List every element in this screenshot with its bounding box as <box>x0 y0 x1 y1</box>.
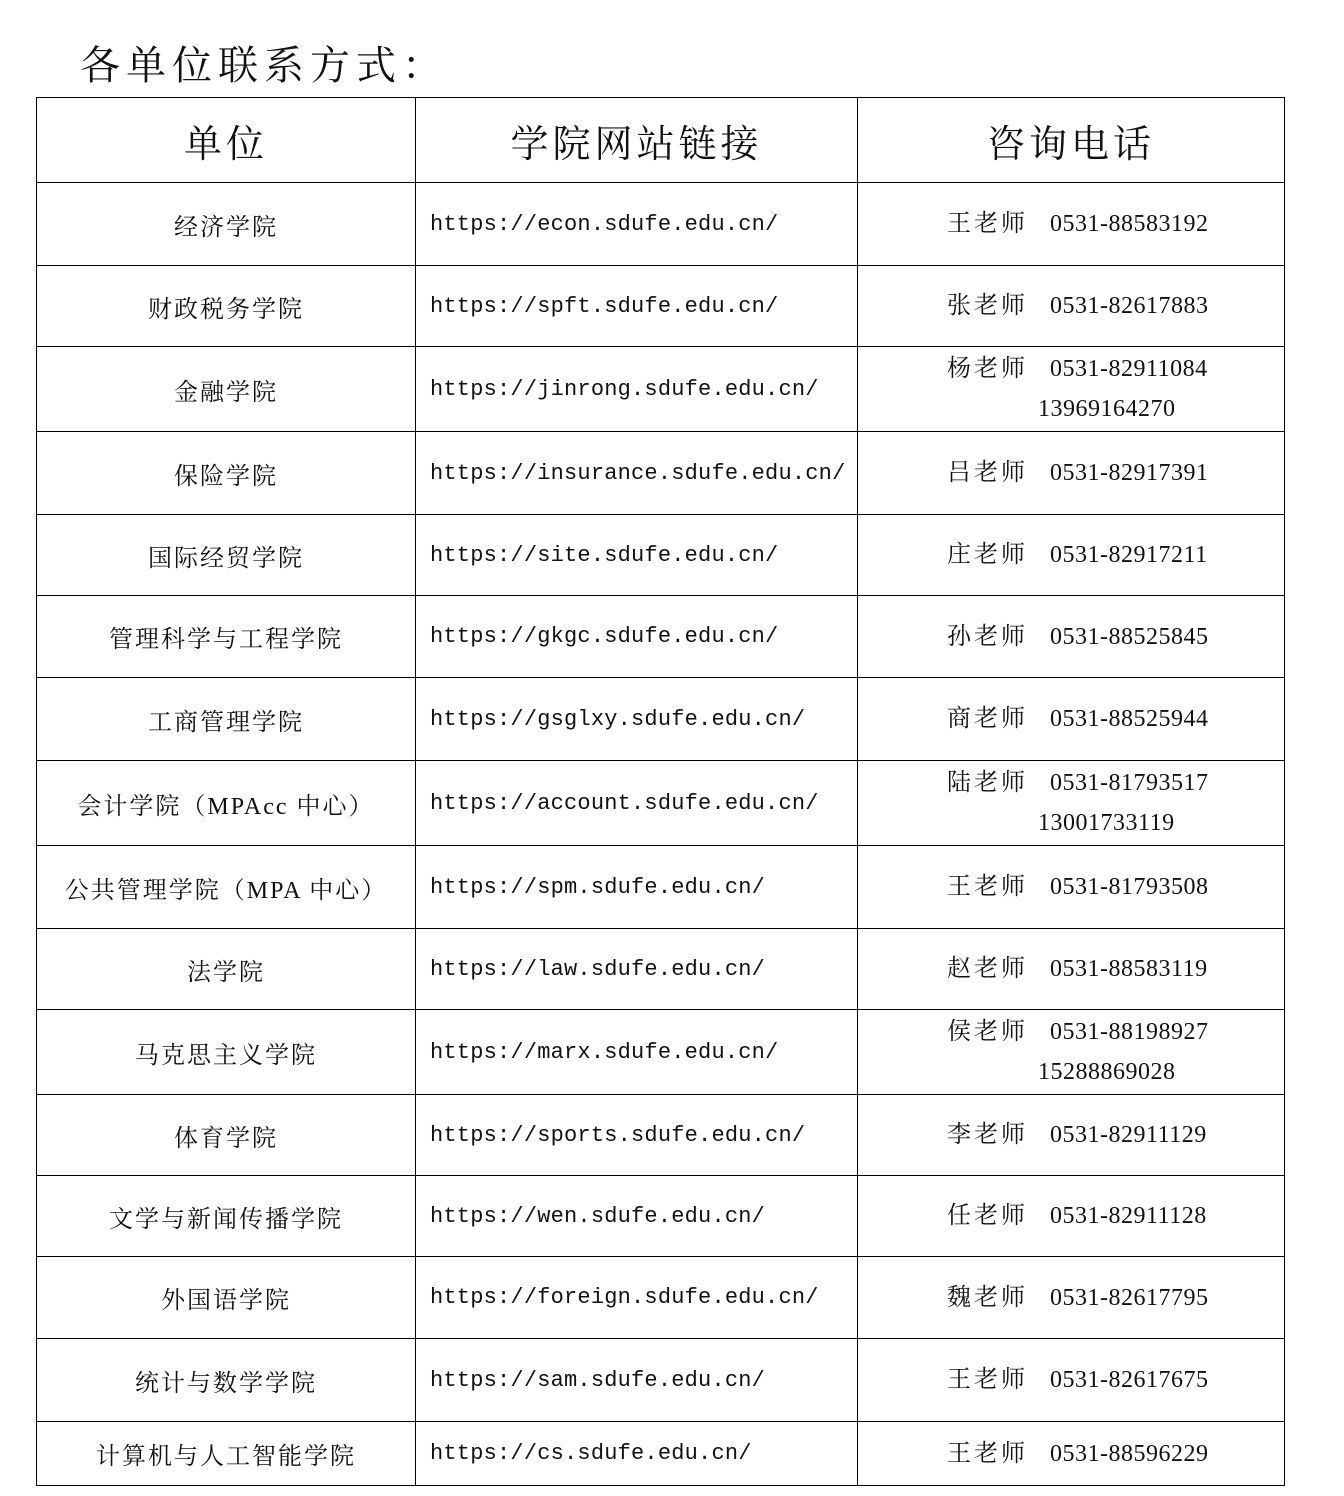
website-link[interactable]: https://wen.sdufe.edu.cn/ <box>416 1176 858 1257</box>
website-link[interactable]: https://sam.sdufe.edu.cn/ <box>416 1339 858 1422</box>
phone-number: 0531-88525944 <box>1050 706 1209 732</box>
phone-cell <box>858 929 1285 1010</box>
contact-name: 王老师 <box>947 211 1028 237</box>
phone-line <box>858 349 1284 389</box>
website-link[interactable]: https://sports.sdufe.edu.cn/ <box>416 1095 858 1176</box>
phone-line <box>858 286 1284 326</box>
website-link[interactable]: https://site.sdufe.edu.cn/ <box>416 515 858 596</box>
website-link[interactable]: https://jinrong.sdufe.edu.cn/ <box>416 347 858 432</box>
phone-cell <box>858 596 1285 678</box>
phone-line <box>858 1115 1284 1155</box>
phone-number: 0531-88583192 <box>1050 211 1209 237</box>
phone-line <box>858 949 1284 989</box>
phone-number: 0531-81793508 <box>1050 874 1209 900</box>
header-unit: 单位 <box>37 98 416 183</box>
table-row <box>37 761 1285 846</box>
phone-line <box>858 453 1284 493</box>
phone-line <box>858 1196 1284 1236</box>
unit-name: 文学与新闻传播学院 <box>37 1176 416 1257</box>
website-link[interactable]: https://spft.sdufe.edu.cn/ <box>416 266 858 347</box>
website-link[interactable]: https://foreign.sdufe.edu.cn/ <box>416 1257 858 1339</box>
table-body <box>37 183 1285 1486</box>
header-website: 学院网站链接 <box>416 98 858 183</box>
contact-name: 王老师 <box>947 874 1028 900</box>
phone-number: 0531-82617795 <box>1050 1284 1209 1311</box>
unit-name: 国际经贸学院 <box>37 515 416 596</box>
mobile-number: 15288869028 <box>1038 1059 1176 1085</box>
mobile-number: 13001733119 <box>1038 810 1175 836</box>
phone-cell <box>858 1257 1285 1339</box>
website-link[interactable]: https://law.sdufe.edu.cn/ <box>416 929 858 1010</box>
mobile-number: 13969164270 <box>1038 396 1176 422</box>
phone-cell <box>858 1095 1285 1176</box>
table-row <box>37 183 1285 266</box>
phone-line <box>858 699 1284 739</box>
table-row <box>37 1339 1285 1422</box>
phone-cell <box>858 846 1285 929</box>
table-row <box>37 678 1285 761</box>
phone-cell <box>858 1422 1285 1486</box>
phone-number: 0531-88583119 <box>1050 956 1208 982</box>
contact-name: 魏老师 <box>947 1284 1028 1311</box>
website-link[interactable]: https://insurance.sdufe.edu.cn/ <box>416 432 858 515</box>
phone-cell <box>858 761 1285 846</box>
phone-number: 0531-82911128 <box>1050 1203 1207 1229</box>
unit-name: 计算机与人工智能学院 <box>37 1422 416 1486</box>
table-row <box>37 846 1285 929</box>
phone-line <box>858 1012 1284 1052</box>
table-header-row <box>37 98 1285 183</box>
phone-number: 0531-88198927 <box>1050 1019 1209 1045</box>
phone-line <box>858 617 1284 657</box>
phone-number: 0531-82911084 <box>1050 356 1208 382</box>
contact-name: 赵老师 <box>947 956 1028 982</box>
unit-name: 会计学院（MPAcc 中心） <box>37 761 416 846</box>
contact-name: 孙老师 <box>947 623 1028 650</box>
table-row <box>37 929 1285 1010</box>
phone-cell <box>858 347 1285 432</box>
unit-name: 统计与数学学院 <box>37 1339 416 1422</box>
phone-cell <box>858 678 1285 761</box>
phone-line <box>858 204 1284 244</box>
contact-name: 李老师 <box>947 1122 1028 1148</box>
unit-name: 公共管理学院（MPA 中心） <box>37 846 416 929</box>
contact-name: 庄老师 <box>947 542 1028 568</box>
contact-name: 王老师 <box>947 1440 1028 1467</box>
header-phone: 咨询电话 <box>858 98 1285 183</box>
table-row <box>37 1010 1285 1095</box>
unit-name: 马克思主义学院 <box>37 1010 416 1095</box>
contact-name: 侯老师 <box>947 1019 1028 1045</box>
table-row <box>37 432 1285 515</box>
phone-line <box>858 1434 1284 1474</box>
phone-cell <box>858 266 1285 347</box>
phone-line <box>858 763 1284 803</box>
contact-name: 商老师 <box>947 706 1028 732</box>
unit-name: 法学院 <box>37 929 416 1010</box>
unit-name: 工商管理学院 <box>37 678 416 761</box>
phone-number: 0531-82917391 <box>1050 460 1209 486</box>
table-row <box>37 596 1285 678</box>
phone-number: 0531-88525845 <box>1050 623 1209 650</box>
phone-number: 0531-82917211 <box>1050 542 1208 568</box>
phone-line <box>858 867 1284 907</box>
unit-name: 经济学院 <box>37 183 416 266</box>
phone-cell <box>858 183 1285 266</box>
unit-name: 保险学院 <box>37 432 416 515</box>
unit-name: 管理科学与工程学院 <box>37 596 416 678</box>
phone-cell <box>858 1010 1285 1095</box>
contact-name: 张老师 <box>947 293 1028 319</box>
table-row <box>37 1176 1285 1257</box>
table-row <box>37 515 1285 596</box>
table-row <box>37 1422 1285 1486</box>
website-link[interactable]: https://gkgc.sdufe.edu.cn/ <box>416 596 858 678</box>
contact-name: 陆老师 <box>947 770 1028 796</box>
phone-cell <box>858 1339 1285 1422</box>
phone-line <box>858 535 1284 575</box>
unit-name: 财政税务学院 <box>37 266 416 347</box>
website-link[interactable]: https://spm.sdufe.edu.cn/ <box>416 846 858 929</box>
phone-number: 0531-82617883 <box>1050 293 1209 319</box>
website-link[interactable]: https://marx.sdufe.edu.cn/ <box>416 1010 858 1095</box>
phone-number: 0531-82911129 <box>1050 1122 1207 1148</box>
website-link[interactable]: https://econ.sdufe.edu.cn/ <box>416 183 858 266</box>
phone-number: 0531-88596229 <box>1050 1440 1209 1467</box>
phone-cell <box>858 432 1285 515</box>
table-row <box>37 266 1285 347</box>
phone-number: 0531-82617675 <box>1050 1367 1209 1393</box>
phone-number: 0531-81793517 <box>1050 770 1209 796</box>
phone-cell <box>858 1176 1285 1257</box>
table-row <box>37 1095 1285 1176</box>
website-link[interactable]: https://gsglxy.sdufe.edu.cn/ <box>416 678 858 761</box>
website-link[interactable]: https://account.sdufe.edu.cn/ <box>416 761 858 846</box>
contact-table <box>36 97 1285 1486</box>
page-title: 各单位联系方式： <box>80 43 448 88</box>
contact-name: 王老师 <box>947 1367 1028 1393</box>
website-link[interactable]: https://cs.sdufe.edu.cn/ <box>416 1422 858 1486</box>
contact-name: 杨老师 <box>947 356 1028 382</box>
unit-name: 外国语学院 <box>37 1257 416 1339</box>
contact-name: 任老师 <box>947 1203 1028 1229</box>
unit-name: 体育学院 <box>37 1095 416 1176</box>
table-row <box>37 347 1285 432</box>
phone-line <box>858 1278 1284 1318</box>
table-row <box>37 1257 1285 1339</box>
phone-cell <box>858 515 1285 596</box>
contact-name: 吕老师 <box>947 460 1028 486</box>
phone-line <box>858 1360 1284 1400</box>
unit-name: 金融学院 <box>37 347 416 432</box>
